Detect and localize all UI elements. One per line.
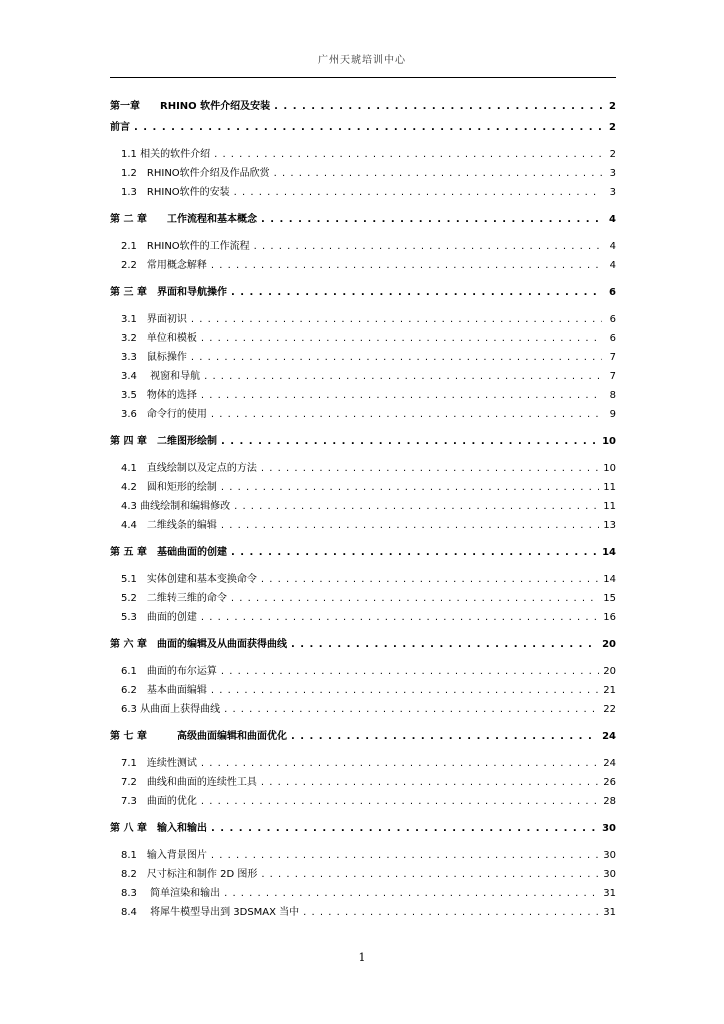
toc-leader-dots <box>231 589 599 608</box>
toc-section-entry <box>110 903 616 922</box>
toc-entry-title: 第 八 章 输入和输出 <box>110 823 207 834</box>
toc-leader-dots <box>134 117 602 138</box>
toc-section-entry <box>110 846 616 865</box>
toc-entry-title: 3.6 命令行的使用 <box>121 409 207 420</box>
toc-chapter-entry <box>110 117 616 138</box>
toc-entry-page: 31 <box>603 907 616 918</box>
toc-entry-title: 3.1 界面初识 <box>121 314 187 325</box>
toc-entry-title: 前言 <box>110 122 130 133</box>
page-header: 广州天琥培训中心 <box>318 55 406 66</box>
toc-leader-dots <box>261 209 602 230</box>
toc-entry-page: 20 <box>603 666 616 677</box>
toc-section-entry <box>110 183 616 202</box>
toc-leader-dots <box>201 792 599 811</box>
toc-section-entry <box>110 792 616 811</box>
toc-entry-page: 4 <box>609 214 616 225</box>
toc-leader-dots <box>221 516 599 535</box>
toc-entry-title: 第 六 章 曲面的编辑及从曲面获得曲线 <box>110 639 287 650</box>
toc-section-entry <box>110 310 616 329</box>
toc-leader-dots <box>261 570 599 589</box>
toc-entry-page: 6 <box>609 333 616 344</box>
toc-chapter-entry <box>110 96 616 117</box>
toc-leader-dots <box>234 497 599 516</box>
toc-entry-page: 11 <box>603 482 616 493</box>
toc-leader-dots <box>211 681 599 700</box>
toc-entry-page: 16 <box>603 612 616 623</box>
toc-section-entry <box>110 754 616 773</box>
toc-leader-dots <box>201 608 599 627</box>
toc-entry-title: 第 五 章 基础曲面的创建 <box>110 547 227 558</box>
toc-entry-page: 3 <box>609 168 616 179</box>
toc-entry-page: 26 <box>603 777 616 788</box>
toc-leader-dots <box>221 662 599 681</box>
toc-entry-page: 28 <box>603 796 616 807</box>
toc-section-entry <box>110 884 616 903</box>
toc-leader-dots <box>191 310 602 329</box>
toc-section-entry <box>110 608 616 627</box>
toc-leader-dots <box>303 903 599 922</box>
toc-entry-title: 4.4 二维线条的编辑 <box>121 520 217 531</box>
toc-leader-dots <box>261 773 599 792</box>
toc-entry-page: 14 <box>603 574 616 585</box>
toc-entry-page: 20 <box>602 639 616 650</box>
toc-entry-page: 30 <box>602 823 616 834</box>
toc-entry-title: 8.3 简单渲染和输出 <box>121 888 221 899</box>
toc-section-entry <box>110 237 616 256</box>
toc-leader-dots <box>204 367 602 386</box>
toc-chapter-entry <box>110 542 616 563</box>
toc-entry-page: 7 <box>609 352 616 363</box>
toc-chapter-entry <box>110 818 616 839</box>
toc-entry-page: 10 <box>602 436 616 447</box>
toc-chapter-entry <box>110 282 616 303</box>
toc-section-entry <box>110 164 616 183</box>
table-of-contents <box>110 96 616 922</box>
toc-leader-dots <box>231 542 598 563</box>
toc-entry-page: 31 <box>603 888 616 899</box>
toc-entry-title: 第 七 章 高级曲面编辑和曲面优化 <box>110 731 287 742</box>
toc-leader-dots <box>261 459 599 478</box>
toc-section-entry <box>110 478 616 497</box>
toc-section-entry <box>110 662 616 681</box>
toc-entry-title: 2.1 RHINO软件的工作流程 <box>121 241 250 252</box>
toc-entry-page: 6 <box>609 314 616 325</box>
toc-entry-title: 第 四 章 二维图形绘制 <box>110 436 217 447</box>
toc-entry-title: 2.2 常用概念解释 <box>121 260 207 271</box>
toc-section-entry <box>110 405 616 424</box>
toc-entry-page: 22 <box>603 704 616 715</box>
toc-entry-page: 13 <box>603 520 616 531</box>
toc-leader-dots <box>221 431 598 452</box>
toc-entry-page: 2 <box>609 101 616 112</box>
toc-section-entry <box>110 773 616 792</box>
toc-leader-dots <box>231 282 602 303</box>
toc-entry-title: 5.3 曲面的创建 <box>121 612 197 623</box>
toc-entry-page: 4 <box>609 241 616 252</box>
toc-section-entry <box>110 145 616 164</box>
toc-section-entry <box>110 367 616 386</box>
toc-entry-title: 6.2 基本曲面编辑 <box>121 685 207 696</box>
toc-chapter-entry <box>110 726 616 747</box>
toc-leader-dots <box>254 237 602 256</box>
toc-leader-dots <box>261 865 599 884</box>
toc-entry-page: 30 <box>603 869 616 880</box>
toc-section-entry <box>110 386 616 405</box>
toc-entry-page: 2 <box>609 122 616 133</box>
toc-section-entry <box>110 348 616 367</box>
toc-leader-dots <box>274 164 602 183</box>
toc-entry-page: 24 <box>602 731 616 742</box>
toc-leader-dots <box>211 256 602 275</box>
toc-entry-page: 10 <box>603 463 616 474</box>
toc-leader-dots <box>224 700 599 719</box>
toc-section-entry <box>110 700 616 719</box>
toc-entry-title: 4.3 曲线绘制和编辑修改 <box>121 501 231 512</box>
toc-entry-title: 4.2 圆和矩形的绘制 <box>121 482 217 493</box>
toc-chapter-entry <box>110 209 616 230</box>
toc-entry-title: 5.1 实体创建和基本变换命令 <box>121 574 257 585</box>
toc-entry-title: 1.2 RHINO软件介绍及作品欣赏 <box>121 168 270 179</box>
toc-entry-title: 6.1 曲面的布尔运算 <box>121 666 217 677</box>
toc-section-entry <box>110 865 616 884</box>
toc-entry-page: 24 <box>603 758 616 769</box>
toc-chapter-entry <box>110 634 616 655</box>
toc-entry-page: 7 <box>609 371 616 382</box>
toc-section-entry <box>110 681 616 700</box>
toc-entry-page: 11 <box>603 501 616 512</box>
toc-entry-title: 8.4 将犀牛模型导出到 3DSMAX 当中 <box>121 907 300 918</box>
toc-leader-dots <box>214 145 602 164</box>
toc-entry-page: 2 <box>609 149 616 160</box>
toc-section-entry <box>110 589 616 608</box>
toc-entry-title: 3.4 视窗和导航 <box>121 371 201 382</box>
toc-leader-dots <box>291 634 598 655</box>
toc-entry-title: 6.3 从曲面上获得曲线 <box>121 704 221 715</box>
page-number: 1 <box>358 951 366 964</box>
toc-entry-page: 30 <box>603 850 616 861</box>
toc-section-entry <box>110 570 616 589</box>
toc-section-entry <box>110 459 616 478</box>
toc-entry-page: 14 <box>602 547 616 558</box>
toc-leader-dots <box>221 478 599 497</box>
toc-entry-page: 9 <box>609 409 616 420</box>
toc-entry-title: 1.1 相关的软件介绍 <box>121 149 211 160</box>
toc-leader-dots <box>191 348 602 367</box>
toc-entry-page: 21 <box>603 685 616 696</box>
toc-entry-page: 6 <box>609 287 616 298</box>
toc-leader-dots <box>201 329 602 348</box>
toc-entry-title: 4.1 直线绘制以及定点的方法 <box>121 463 257 474</box>
toc-leader-dots <box>224 884 599 903</box>
toc-entry-title: 3.2 单位和模板 <box>121 333 197 344</box>
toc-entry-page: 3 <box>609 187 616 198</box>
toc-leader-dots <box>211 405 602 424</box>
toc-entry-title: 3.5 物体的选择 <box>121 390 197 401</box>
toc-entry-page: 15 <box>603 593 616 604</box>
toc-section-entry <box>110 256 616 275</box>
toc-chapter-entry <box>110 431 616 452</box>
toc-leader-dots <box>234 183 602 202</box>
toc-section-entry <box>110 329 616 348</box>
toc-entry-title: 7.2 曲线和曲面的连续性工具 <box>121 777 257 788</box>
toc-entry-title: 8.1 输入背景图片 <box>121 850 207 861</box>
toc-leader-dots <box>211 846 599 865</box>
header-rule <box>110 77 616 78</box>
toc-section-entry <box>110 516 616 535</box>
toc-leader-dots <box>201 754 599 773</box>
toc-entry-title: 1.3 RHINO软件的安装 <box>121 187 230 198</box>
toc-section-entry <box>110 497 616 516</box>
toc-leader-dots <box>211 818 598 839</box>
toc-entry-title: 7.3 曲面的优化 <box>121 796 197 807</box>
toc-entry-title: 第 三 章 界面和导航操作 <box>110 287 227 298</box>
toc-entry-title: 第一章 RHINO 软件介绍及安装 <box>110 101 271 112</box>
toc-leader-dots <box>201 386 602 405</box>
toc-entry-title: 5.2 二维转三维的命令 <box>121 593 227 604</box>
toc-leader-dots <box>274 96 602 117</box>
toc-entry-title: 第 二 章 工作流程和基本概念 <box>110 214 257 225</box>
toc-entry-page: 8 <box>609 390 616 401</box>
toc-entry-title: 8.2 尺寸标注和制作 2D 图形 <box>121 869 258 880</box>
toc-entry-page: 4 <box>609 260 616 271</box>
toc-entry-title: 3.3 鼠标操作 <box>121 352 187 363</box>
toc-leader-dots <box>291 726 598 747</box>
toc-entry-title: 7.1 连续性测试 <box>121 758 197 769</box>
